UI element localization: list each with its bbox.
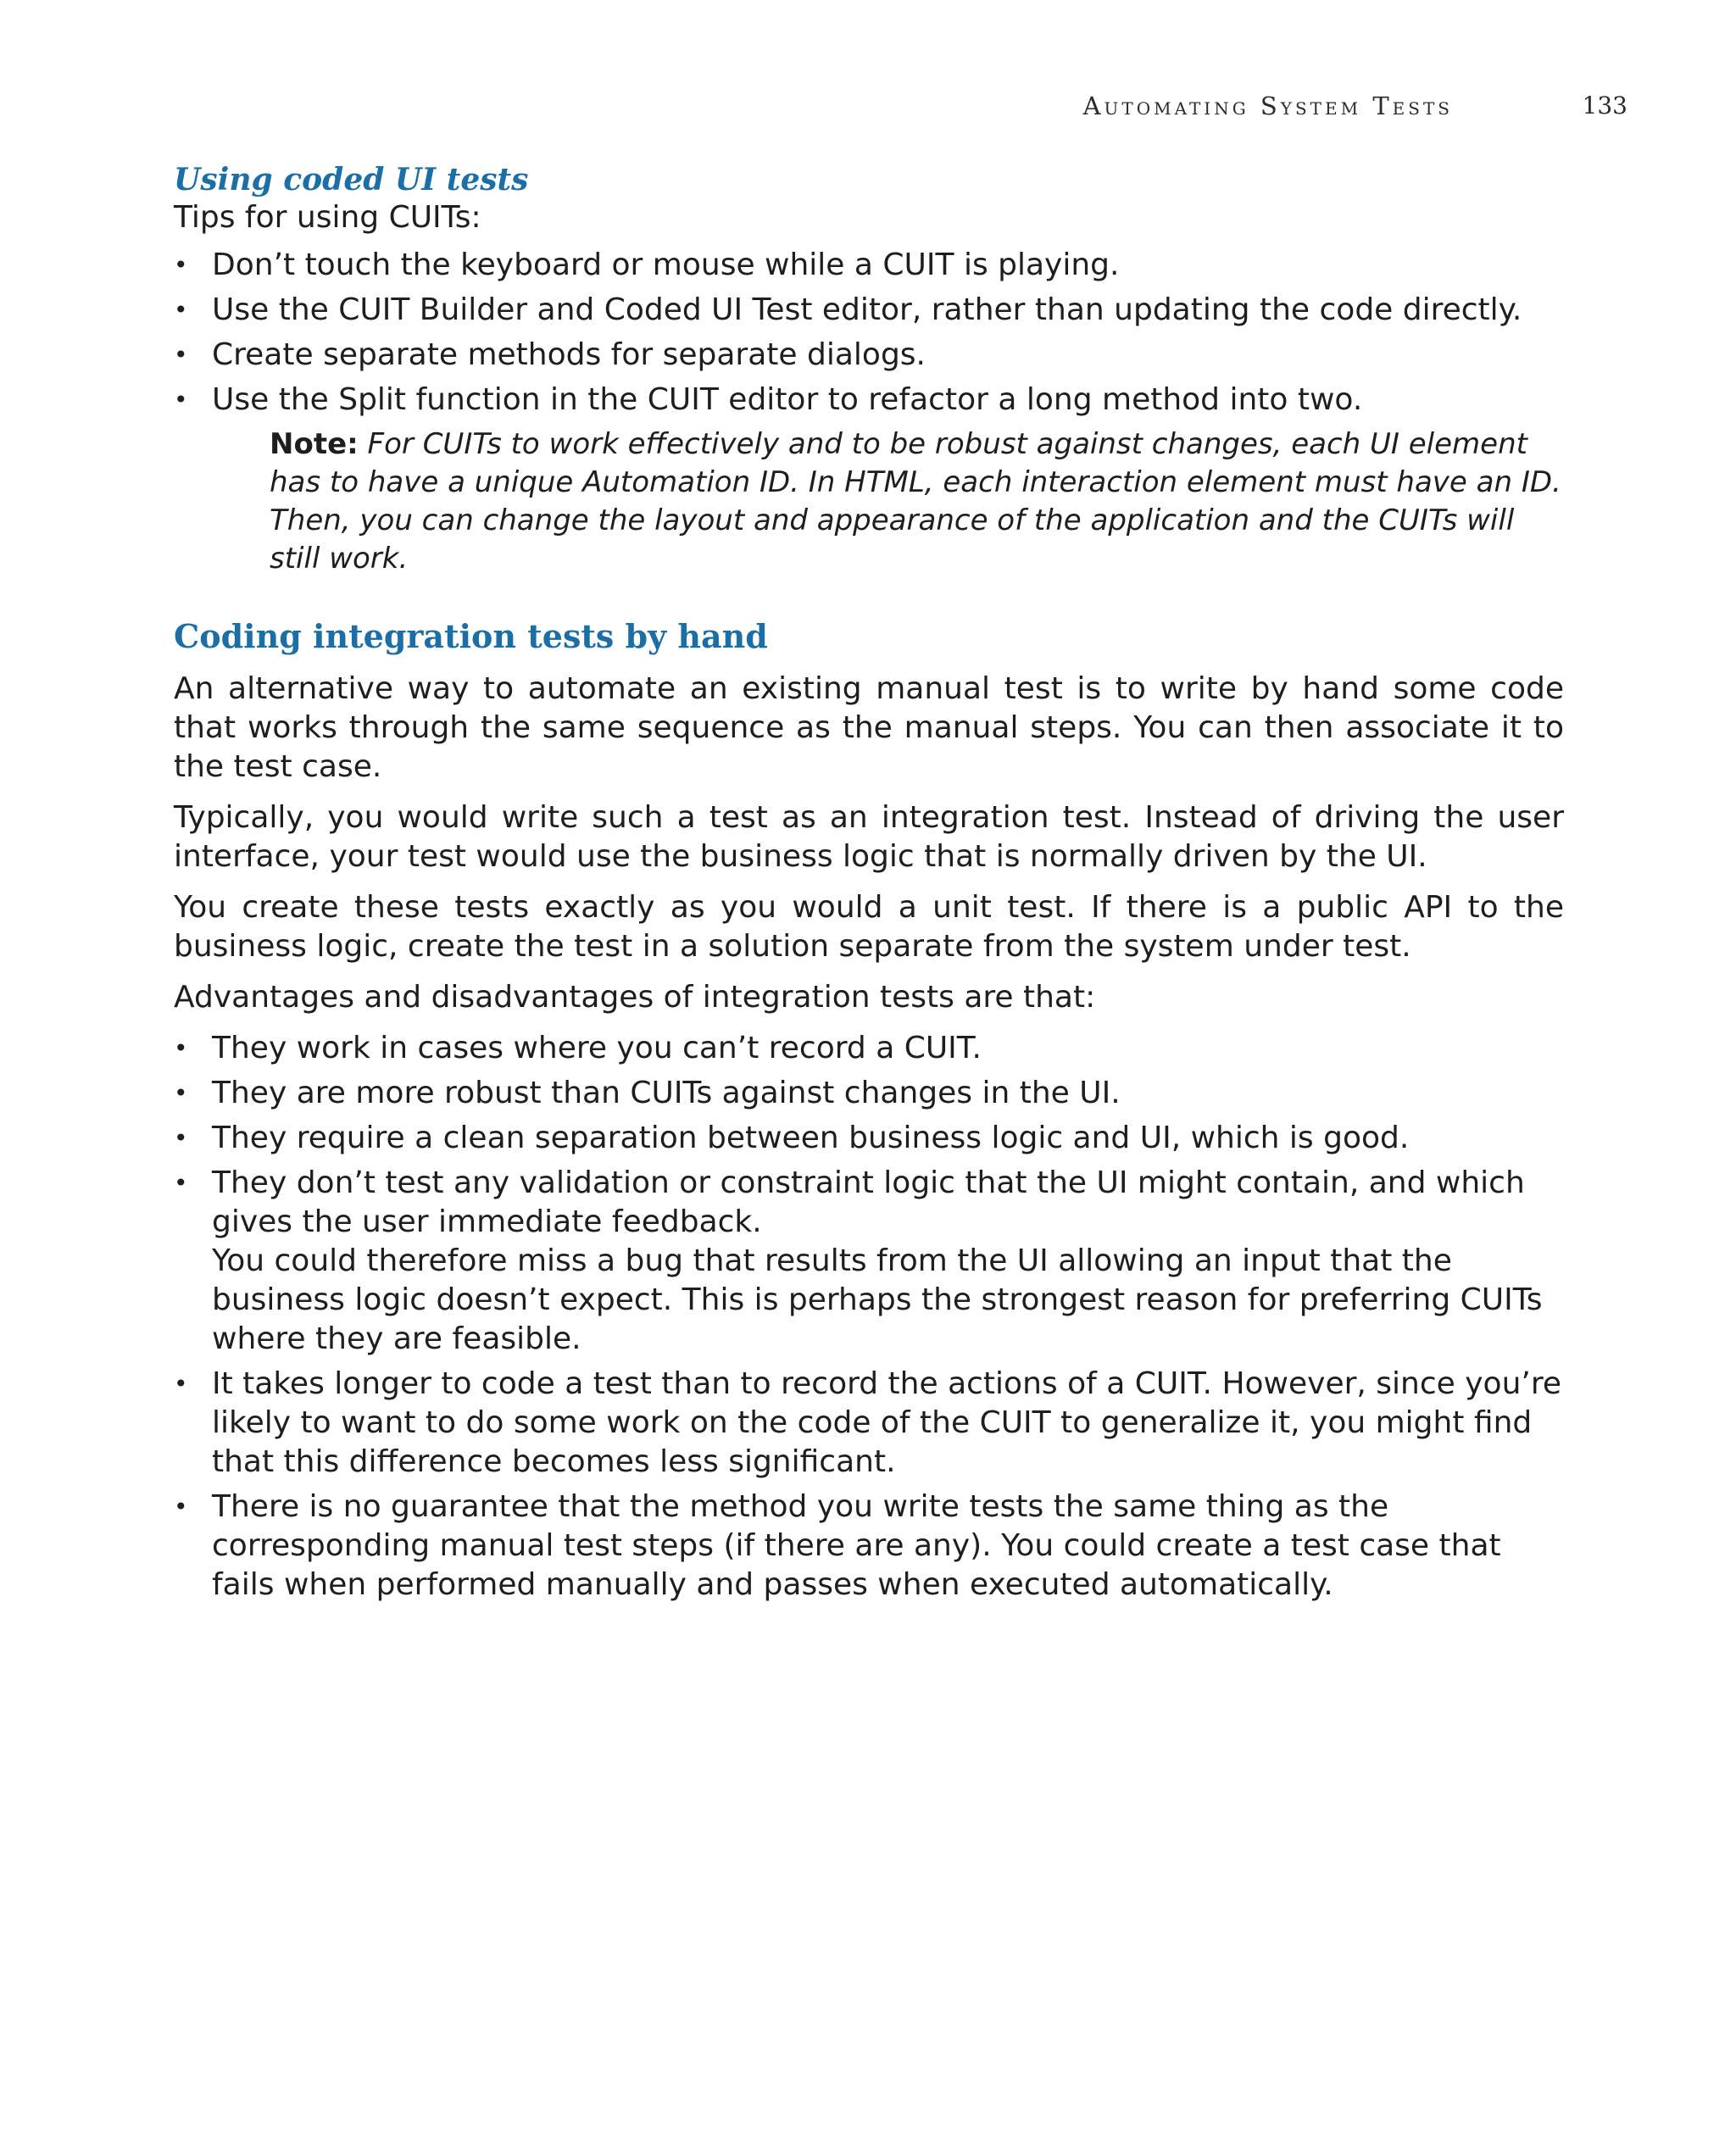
- list-item: • Use the Split function in the CUIT editor to refactor a long method into two.: [174, 381, 1564, 420]
- list-item: • Don’t touch the keyboard or mouse while a CUIT is playing.: [174, 246, 1564, 285]
- paragraph: An alternative way to automate an existing manual test is to write by hand some code that works through the same sequence as the manual steps. You can then associate it to the test case.: [174, 671, 1564, 784]
- hand-section-heading: Coding integration tests by hand: [174, 617, 768, 655]
- list-item-text: • They don’t test any validation or constraint logic that the UI might contain, and which gives the user immediate feedback.: [212, 1165, 1525, 1239]
- integration-tests-points: [174, 1029, 1564, 1605]
- paragraph: You create these tests exactly as you would a unit test. If there is a public API to the business logic, create the test in a solution separate from the system under test.: [174, 890, 1564, 964]
- list-item: • They work in cases where you can’t record a CUIT.: [174, 1029, 1564, 1068]
- running-title: Automating System Tests: [1082, 92, 1453, 120]
- list-item: • They require a clean separation between business logic and UI, which is good.: [174, 1119, 1564, 1158]
- list-item: • It takes longer to code a test than to record the actions of a CUIT. However, since you’re likely to want to do some work on the code of the CUIT to generalize it, you might find that this difference becomes less significant.: [174, 1365, 1564, 1482]
- note-text: For CUITs to work effectively and to be robust against changes, each UI element has to have a unique Automation ID. In HTML, each interaction element must have an ID. Then, you can change the layout and appearance of the application and the CUITs will still work.: [270, 427, 1561, 576]
- cuit-tips-lead: Tips for using CUITs:: [174, 200, 481, 235]
- list-item-continuation: You could therefore miss a bug that results from the UI allowing an input that the business logic doesn’t expect. This is perhaps the strongest reason for preferring CUITs where they are feasible.: [212, 1243, 1543, 1356]
- page-content: [174, 161, 1564, 1610]
- running-header: [0, 92, 1736, 125]
- cuit-section-heading: Using coded UI tests: [174, 162, 529, 197]
- list-item: • They are more robust than CUITs against changes in the UI.: [174, 1074, 1564, 1113]
- paragraph: Advantages and disadvantages of integration tests are that:: [174, 980, 1096, 1015]
- note-callout: [270, 426, 1564, 578]
- paragraph: Typically, you would write such a test as an integration test. Instead of driving the user interface, your test would use the business logic that is normally driven by the UI.: [174, 800, 1564, 874]
- cuit-tips-list: [174, 246, 1564, 420]
- page-number: 133: [1582, 92, 1628, 120]
- list-item: • Use the CUIT Builder and Coded UI Test editor, rather than updating the code directly.: [174, 291, 1564, 330]
- list-item: • Create separate methods for separate dialogs.: [174, 336, 1564, 375]
- list-item: • There is no guarantee that the method you write tests the same thing as the corresponding manual test steps (if there are any). You could create a test case that fails when performed manually and passes when executed automatically.: [174, 1488, 1564, 1605]
- note-label: Note:: [270, 427, 359, 461]
- list-item: [174, 1164, 1564, 1359]
